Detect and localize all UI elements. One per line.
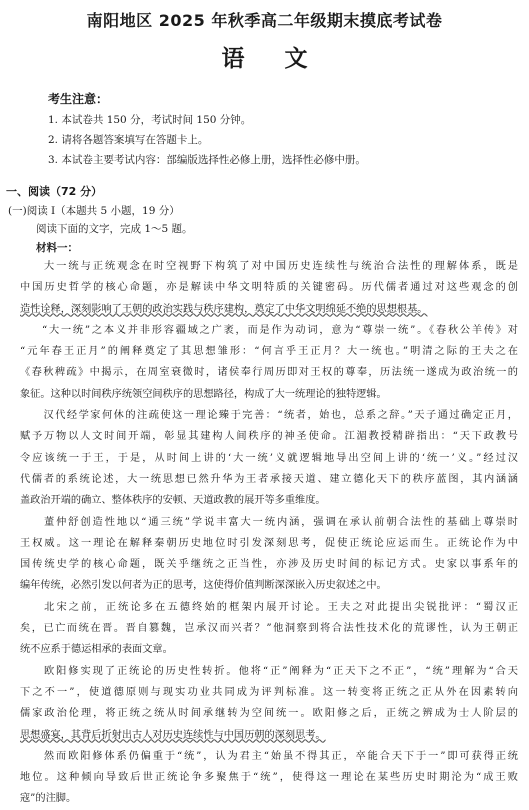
- text-line: 王权威。这一理论在解释秦朝历史地位时引发深刻思考，促使正统论应运而生。正统论作为中: [20, 537, 518, 549]
- notice-item: 2. 请将各题答案填写在答题卡上。: [48, 134, 209, 146]
- notice-list: [48, 110, 488, 170]
- paragraph: [20, 661, 518, 746]
- text-line: 董仲舒创造性地以“通三统”学说丰富大一统内涵，强调在承认前朝合法性的基础上尊崇时: [42, 516, 518, 528]
- subject-title: 语文: [221, 46, 348, 72]
- paragraph: [20, 256, 518, 320]
- text-line: 国传统史学的核心命题，既关乎继统之正当性，亦涉及历史时间的标记方式。史家以事系年的: [20, 559, 518, 571]
- paragraph: [20, 746, 518, 810]
- text-line: 统不应系于德运相承的表面文章。: [20, 644, 173, 656]
- text-line: 汉代经学家何休的注疏使这一理论臻于完善：“统者，始也，总系之辞。”天子通过确定正月，: [42, 410, 518, 422]
- text-line: 寇”的注脚。: [20, 793, 77, 805]
- text-line: 代儒者的系统论述，大一统思想已然升华为王者承接天道、建立德化天下的秩序蓝图，其内涵涵: [20, 473, 518, 485]
- text-line: “元年春王正月”的阐释奠定了其思想雏形：“何言乎王正月？大一统也。”明清之际的王夫之在: [20, 346, 518, 358]
- text-line: 赋予万物以人文时间开端，彰显其建构人间秩序的神圣使命。江湄教授精辟指出：“天下政教号: [20, 431, 518, 443]
- text-line: 思想盛宴，其背后折射出古人对历史连续性与中国历朝的深刻思考。: [20, 729, 326, 741]
- text-line: 中国历史哲学的核心命题，亦是解读中华文明特质的关键密码。历代儒者通过对这些观念的创: [20, 282, 518, 294]
- section-heading: 一、阅读（72 分）: [6, 185, 103, 198]
- text-line: 地位。这种倾向导致后世正统论争多聚焦于“统”，使得这一理论在某些历史时期沦为“成王败: [20, 772, 518, 784]
- subsection-heading: (一)阅读 Ⅰ（本题共 5 小题，19 分）: [8, 205, 180, 217]
- paragraph: [20, 320, 518, 405]
- text-line: 儒家政治伦理，将正统之统从时间承继转为空间统一。欧阳修之后，正统之辨成为士人阶层的: [20, 708, 518, 720]
- text-line: 编年传统，必然引发以何者为正的思考，这使得价值判断深深嵌入历史叙述之中。: [20, 580, 387, 592]
- text-line: 大一统与正统观念在时空视野下构筑了对中国历史连续性与统治合法性的理解体系，既是: [42, 261, 518, 272]
- text-line: 下之不一”，使道德原则与现实功业共同成为评判标准。这一转变将正统之正从外在因素转向: [20, 686, 518, 698]
- text-line: “大一统”之本义并非形容疆域之广袤，而是作为动词，意为“尊崇一统”。《春秋公羊传》对: [42, 324, 518, 336]
- text-line: 北宋之前，正统论多在五德终始的框架内展开讨论。王夫之对此提出尖锐批评：“蜀汉正: [42, 601, 518, 613]
- text-line: 欧阳修实现了正统论的历史性转折。他将“正”阐释为“正天下之不正”，“统”理解为“合天: [42, 665, 518, 677]
- text-line: 令应该统一于王，于是，从时间上讲的‘大一统’义就逻辑地导出空间上讲的‘统一’义。”经过汉: [20, 452, 518, 464]
- paragraph: [20, 597, 518, 661]
- instruction: 阅读下面的文字，完成 1～5 题。: [36, 223, 193, 235]
- text-line: 造性诠释，深刻影响了王朝的政治实践与秩序建构，奠定了中华文明绵延不绝的思想根基。: [20, 303, 428, 315]
- paragraph: [20, 512, 518, 597]
- exam-title: 南阳地区 2025 年秋季高二年级期末摸底考试卷: [86, 11, 443, 30]
- text-line: 矣，已亡而统在晋。晋自篡魏，岂承汉而兴者？”他洞察到将合法性技术化的荒谬性，认为王朝正: [20, 623, 518, 635]
- paragraph: [20, 405, 518, 511]
- notice-item: 3. 本试卷主要考试内容：部编版选择性必修上册，选择性必修中册。: [48, 154, 366, 166]
- text-line: 盖政治开端的确立、整体秩序的安顿、天道政教的展开等多重维度。: [20, 495, 326, 507]
- text-line: 《春秋稗疏》中揭示，在周室衰微时，诸侯奉行周历即对王权的尊奉，历法统一遂成为政治统一的: [20, 367, 518, 379]
- passage: [20, 256, 518, 810]
- notice-item: 1. 本试卷共 150 分，考试时间 150 分钟。: [48, 114, 252, 126]
- text-line: 然而欧阳修体系仍偏重于“统”，认为君主“始虽不得其正，卒能合天下于一”即可获得正统: [42, 750, 518, 762]
- notice-title: 考生注意：: [48, 92, 109, 106]
- material-label: 材料一：: [36, 242, 78, 254]
- text-line: 象征。这种以时间秩序统领空间秩序的思想路径，构成了大一统理论的独特逻辑。: [20, 388, 387, 400]
